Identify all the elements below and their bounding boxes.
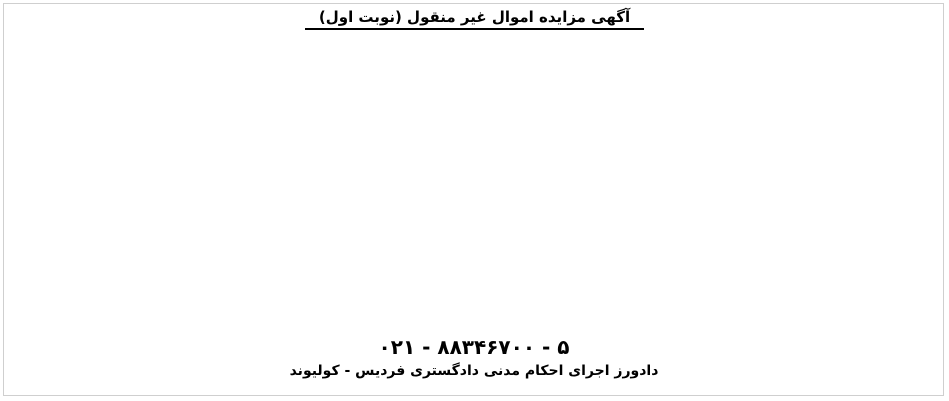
notice-body <box>18 30 929 118</box>
closing-line <box>18 108 929 119</box>
auction-intro-paragraph <box>18 30 929 41</box>
expert-opinion-paragraph <box>18 87 929 98</box>
current-condition-paragraph <box>18 66 929 77</box>
expert-opinion-heading <box>18 76 929 87</box>
notice-header <box>4 6 944 28</box>
expert-assessment-line <box>18 43 929 54</box>
property-description-paragraph <box>18 53 929 64</box>
issuing-authority: دادورز اجرای احکام مدنی دادگستری فردیس - کولیوند <box>289 363 659 379</box>
property-address-line <box>18 97 929 108</box>
signature-block <box>94 334 854 394</box>
notice-title: آگهی مزایده اموال غیر منقول (نوبت اول) <box>305 6 644 30</box>
contact-phone: ۰۲۱ - ۸۸۳۴۶۷۰۰ - ۵ <box>378 335 570 359</box>
notice-frame <box>3 3 944 396</box>
